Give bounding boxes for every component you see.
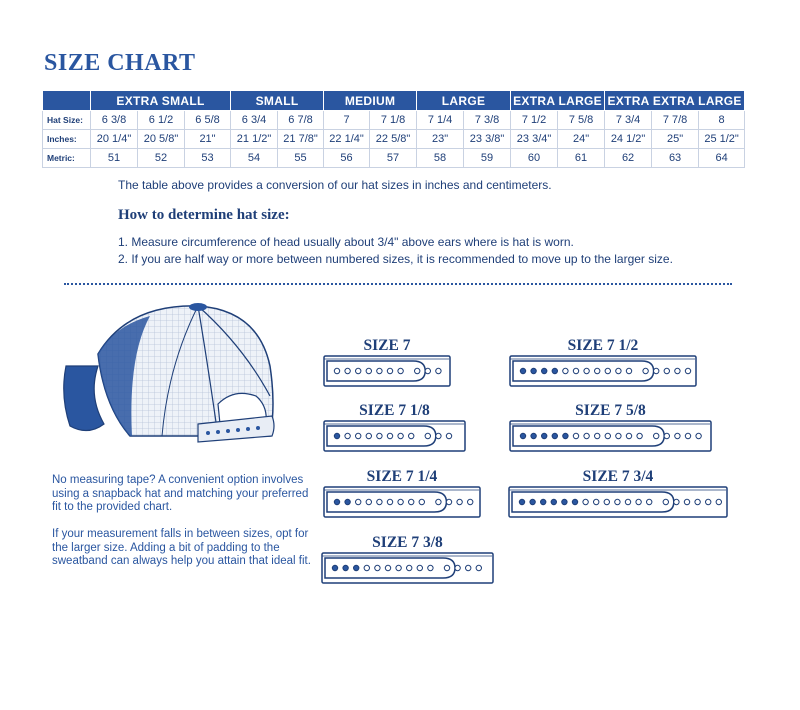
strap-hole (415, 368, 420, 373)
strap-hole-filled (572, 499, 577, 504)
strap-hole (684, 499, 689, 504)
strap-hole (716, 499, 721, 504)
table-cell: 6 7/8 (278, 111, 324, 130)
strap-hole (663, 499, 668, 504)
strap-hole (695, 499, 700, 504)
row-label: Inches: (43, 130, 91, 149)
group-medium: MEDIUM (324, 91, 417, 111)
strap-hole (573, 433, 578, 438)
strap-hole (654, 368, 659, 373)
strap-hole (417, 565, 422, 570)
strap-hole (345, 433, 350, 438)
table-cell: 24 1/2" (605, 130, 652, 149)
table-cell: 25" (652, 130, 699, 149)
table-cell: 23" (417, 130, 464, 149)
strap-hole-filled (332, 565, 337, 570)
strap-hole (584, 433, 589, 438)
strap-hole (356, 368, 361, 373)
strap-hole-filled (552, 433, 557, 438)
strap-hole (356, 433, 361, 438)
strap-hole (407, 565, 412, 570)
strap-diagram (323, 420, 466, 452)
strap-hole (616, 368, 621, 373)
strap-hole (636, 499, 641, 504)
table-cell: 51 (91, 149, 138, 168)
strap-hole (626, 433, 631, 438)
table-cell: 59 (464, 149, 511, 168)
table-cell: 60 (511, 149, 558, 168)
strap-hole (605, 368, 610, 373)
strap-hole (436, 433, 441, 438)
table-cell: 21" (185, 130, 231, 149)
strap-hole (605, 433, 610, 438)
table-cell: 7 (324, 111, 370, 130)
table-cell: 7 3/8 (464, 111, 511, 130)
strap-hole (425, 433, 430, 438)
strap-hole-filled (530, 499, 535, 504)
strap-hole-filled (334, 499, 339, 504)
strap-hole (428, 565, 433, 570)
how-to-heading: How to determine hat size: (118, 207, 290, 223)
strap-hole (604, 499, 609, 504)
strap-hole-filled (354, 565, 359, 570)
table-cell: 64 (699, 149, 745, 168)
strap-hole (563, 368, 568, 373)
group-small: SMALL (231, 91, 324, 111)
table-cell: 54 (231, 149, 278, 168)
strap-hole (654, 433, 659, 438)
strap-label: SIZE 7 3/8 (372, 534, 443, 551)
strap-diagram (509, 420, 712, 452)
strap-hole (685, 433, 690, 438)
strap-hole (375, 565, 380, 570)
group-extra-small: EXTRA SMALL (91, 91, 231, 111)
table-cell: 23 3/4" (511, 130, 558, 149)
strap-hole (366, 499, 371, 504)
strap-hole-filled (343, 565, 348, 570)
table-cell: 24" (558, 130, 605, 149)
table-cell: 56 (324, 149, 370, 168)
table-cell: 63 (652, 149, 699, 168)
table-cell: 6 5/8 (185, 111, 231, 130)
table-row-inches (43, 130, 745, 149)
table-cell: 21 7/8" (278, 130, 324, 149)
strap-hole (664, 368, 669, 373)
table-cell: 7 3/4 (605, 111, 652, 130)
table-cell: 55 (278, 149, 324, 168)
strap-diagram (323, 355, 451, 387)
strap-hole (675, 433, 680, 438)
strap-diagram (323, 486, 481, 518)
table-cell: 7 5/8 (558, 111, 605, 130)
strap-hole (583, 499, 588, 504)
strap-hole-filled (563, 433, 568, 438)
instruction-list (118, 234, 673, 268)
strap-hole (385, 565, 390, 570)
strap-hole-filled (542, 368, 547, 373)
table-row-hat-size (43, 111, 745, 130)
table-cell: 62 (605, 149, 652, 168)
strap-hole (419, 499, 424, 504)
dotted-divider (64, 283, 732, 285)
strap-hole (625, 499, 630, 504)
instruction-step: 2. If you are half way or more between numbered sizes, it is recommended to move up to the larger size. (118, 252, 673, 266)
strap-hole-filled (551, 499, 556, 504)
strap-hole (425, 368, 430, 373)
table-cell: 7 1/2 (511, 111, 558, 130)
strap-hole (398, 499, 403, 504)
table-cell: 7 7/8 (652, 111, 699, 130)
table-cell: 8 (699, 111, 745, 130)
strap-hole-filled (519, 499, 524, 504)
strap-size-7-1-8 (323, 402, 466, 452)
strap-hole (377, 499, 382, 504)
strap-hole-filled (520, 433, 525, 438)
table-cell: 57 (370, 149, 417, 168)
table-cell: 7 1/8 (370, 111, 417, 130)
size-chart-table (42, 90, 745, 168)
strap-size-7-3-4 (508, 468, 728, 518)
strap-hole (685, 368, 690, 373)
strap-hole (616, 433, 621, 438)
strap-hole-filled (334, 433, 339, 438)
table-cell: 6 3/8 (91, 111, 138, 130)
strap-hole (409, 499, 414, 504)
strap-hole (409, 433, 414, 438)
group-extra-large: EXTRA LARGE (511, 91, 605, 111)
strap-hole-filled (531, 433, 536, 438)
table-cell: 7 1/4 (417, 111, 464, 130)
strap-hole (647, 499, 652, 504)
strap-hole-filled (531, 368, 536, 373)
table-cell: 58 (417, 149, 464, 168)
strap-hole (436, 499, 441, 504)
header-corner (43, 91, 91, 111)
strap-hole (387, 368, 392, 373)
strap-hole-filled (542, 433, 547, 438)
page-title: SIZE CHART (44, 50, 196, 76)
strap-hole (637, 433, 642, 438)
strap-size-7-3-8 (321, 534, 494, 586)
strap-hole (468, 499, 473, 504)
in-between-sizes-note: If your measurement falls in between sizes, opt for the larger size. Adding a bit of padding to the sweatband can always help you attain that ideal fit. (52, 528, 311, 567)
table-cell: 25 1/2" (699, 130, 745, 149)
table-cell: 22 5/8" (370, 130, 417, 149)
strap-hole (334, 368, 339, 373)
strap-hole-filled (552, 368, 557, 373)
strap-tongue (327, 361, 425, 381)
row-label: Hat Size: (43, 111, 91, 130)
strap-hole (396, 565, 401, 570)
row-label: Metric: (43, 149, 91, 168)
group-extra-extra-large: EXTRA EXTRA LARGE (605, 91, 745, 111)
strap-hole (398, 368, 403, 373)
strap-hole (446, 499, 451, 504)
strap-hole (584, 368, 589, 373)
strap-hole (364, 565, 369, 570)
strap-label: SIZE 7 3/4 (582, 468, 654, 485)
snapback-cap-illustration (58, 296, 298, 456)
strap-hole (356, 499, 361, 504)
strap-hole (476, 565, 481, 570)
strap-hole (444, 565, 449, 570)
table-cell: 61 (558, 149, 605, 168)
strap-hole (674, 499, 679, 504)
strap-hole (387, 499, 392, 504)
strap-hole (387, 433, 392, 438)
strap-label: SIZE 7 5/8 (575, 402, 646, 419)
strap-label: SIZE 7 1/8 (359, 402, 430, 419)
strap-hole (345, 368, 350, 373)
table-row-metric (43, 149, 745, 168)
strap-hole-filled (541, 499, 546, 504)
strap-diagram (509, 355, 697, 387)
strap-size-7 (323, 337, 451, 387)
strap-hole (643, 368, 648, 373)
table-cell: 6 3/4 (231, 111, 278, 130)
table-cell: 6 1/2 (138, 111, 185, 130)
strap-hole (436, 368, 441, 373)
table-cell: 20 1/4" (91, 130, 138, 149)
strap-size-7-1-2 (509, 337, 697, 387)
strap-label: SIZE 7 1/2 (567, 337, 639, 354)
strap-hole-filled (345, 499, 350, 504)
strap-hole (455, 565, 460, 570)
strap-hole (626, 368, 631, 373)
strap-hole (594, 499, 599, 504)
strap-diagram (508, 486, 728, 518)
table-cell: 22 1/4" (324, 130, 370, 149)
strap-hole (377, 368, 382, 373)
strap-hole (398, 433, 403, 438)
strap-hole (675, 368, 680, 373)
strap-hole (595, 368, 600, 373)
strap-hole (446, 433, 451, 438)
strap-hole (377, 433, 382, 438)
strap-size-7-5-8 (509, 402, 712, 452)
instruction-step: 1. Measure circumference of head usually about 3/4" above ears where is hat is worn. (118, 235, 574, 249)
table-cell: 20 5/8" (138, 130, 185, 149)
table-cell: 21 1/2" (231, 130, 278, 149)
strap-label: SIZE 7 1/4 (366, 468, 438, 485)
strap-hole (457, 499, 462, 504)
measuring-tape-note: No measuring tape? A convenient option involves using a snapback hat and matching your preferred fit to the provided chart. (52, 474, 309, 513)
strap-hole (595, 433, 600, 438)
group-large: LARGE (417, 91, 511, 111)
table-cell: 52 (138, 149, 185, 168)
size-group-header-row (43, 91, 745, 111)
strap-hole (366, 433, 371, 438)
strap-hole-filled (562, 499, 567, 504)
strap-size-7-1-4 (323, 468, 481, 518)
strap-hole-filled (520, 368, 525, 373)
strap-hole (706, 499, 711, 504)
strap-hole (696, 433, 701, 438)
strap-diagram (321, 552, 494, 584)
table-description: The table above provides a conversion of our hat sizes in inches and centimeters. (118, 178, 552, 192)
strap-hole (615, 499, 620, 504)
strap-hole (573, 368, 578, 373)
strap-hole (366, 368, 371, 373)
table-cell: 53 (185, 149, 231, 168)
table-cell: 23 3/8" (464, 130, 511, 149)
strap-hole (664, 433, 669, 438)
strap-hole (466, 565, 471, 570)
strap-label: SIZE 7 (363, 337, 411, 354)
